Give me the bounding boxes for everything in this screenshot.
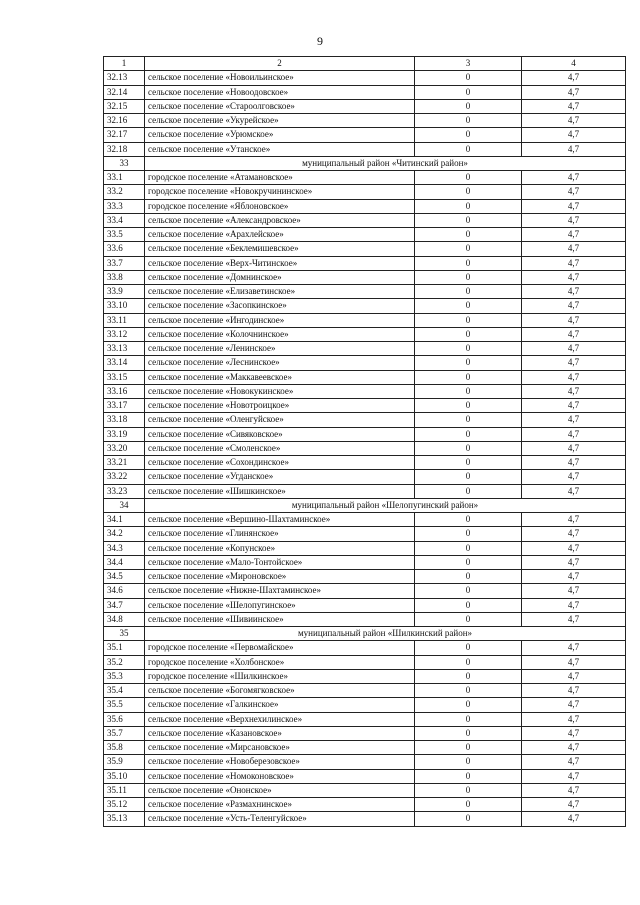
row-number: 33.12 (104, 327, 145, 341)
row-col-4: 4,7 (522, 527, 626, 541)
row-number: 32.17 (104, 128, 145, 142)
table-row (104, 342, 626, 356)
row-col-4: 4,7 (522, 242, 626, 256)
row-col-3: 0 (415, 712, 522, 726)
table-row (104, 299, 626, 313)
table-row (104, 513, 626, 527)
row-col-4: 4,7 (522, 541, 626, 555)
row-name: городское поселение «Атамановское» (145, 171, 415, 185)
row-name: сельское поселение «Шишкинское» (145, 484, 415, 498)
settlements-table (103, 56, 626, 827)
group-title: муниципальный район «Шелопугинский район» (145, 498, 626, 512)
row-number: 34.1 (104, 513, 145, 527)
row-name: сельское поселение «Елизаветинское» (145, 285, 415, 299)
row-number: 32.18 (104, 142, 145, 156)
row-number: 33.4 (104, 213, 145, 227)
table-body (104, 57, 626, 827)
table-row (104, 712, 626, 726)
row-name: сельское поселение «Богомягковское» (145, 684, 415, 698)
row-name: сельское поселение «Маккавеевское» (145, 370, 415, 384)
row-name: сельское поселение «Укурейское» (145, 114, 415, 128)
row-col-4: 4,7 (522, 484, 626, 498)
table-row (104, 555, 626, 569)
table-row (104, 427, 626, 441)
row-col-4: 4,7 (522, 570, 626, 584)
row-col-4: 4,7 (522, 755, 626, 769)
row-col-3: 0 (415, 513, 522, 527)
row-number: 33.23 (104, 484, 145, 498)
table-row (104, 142, 626, 156)
row-col-3: 0 (415, 228, 522, 242)
row-col-3: 0 (415, 798, 522, 812)
table-row (104, 128, 626, 142)
row-col-4: 4,7 (522, 299, 626, 313)
row-col-3: 0 (415, 342, 522, 356)
row-number: 33.17 (104, 399, 145, 413)
row-number: 35.11 (104, 783, 145, 797)
row-name: сельское поселение «Новокукинское» (145, 384, 415, 398)
table-row (104, 384, 626, 398)
row-col-3: 0 (415, 99, 522, 113)
row-col-3: 0 (415, 655, 522, 669)
row-number: 33.14 (104, 356, 145, 370)
row-col-4: 4,7 (522, 342, 626, 356)
row-col-3: 0 (415, 270, 522, 284)
row-name: сельское поселение «Верх-Читинское» (145, 256, 415, 270)
row-name: сельское поселение «Оленгуйское» (145, 413, 415, 427)
table-row (104, 798, 626, 812)
row-col-4: 4,7 (522, 555, 626, 569)
table-row (104, 570, 626, 584)
table-row (104, 598, 626, 612)
row-number: 33.13 (104, 342, 145, 356)
row-name: сельское поселение «Мало-Тонтойское» (145, 555, 415, 569)
row-col-4: 4,7 (522, 655, 626, 669)
table-row (104, 684, 626, 698)
table-row (104, 698, 626, 712)
row-name: сельское поселение «Новоильинское» (145, 71, 415, 85)
table-row (104, 726, 626, 740)
table-row (104, 456, 626, 470)
row-col-3: 0 (415, 669, 522, 683)
row-name: сельское поселение «Глинянское» (145, 527, 415, 541)
row-name: сельское поселение «Верхнехилинское» (145, 712, 415, 726)
row-col-3: 0 (415, 527, 522, 541)
row-col-4: 4,7 (522, 741, 626, 755)
row-number: 35.12 (104, 798, 145, 812)
table-row (104, 285, 626, 299)
row-col-3: 0 (415, 741, 522, 755)
row-name: сельское поселение «Сивяковское» (145, 427, 415, 441)
row-col-3: 0 (415, 285, 522, 299)
row-number: 35.10 (104, 769, 145, 783)
row-name: сельское поселение «Староолговское» (145, 99, 415, 113)
row-col-4: 4,7 (522, 598, 626, 612)
row-col-3: 0 (415, 299, 522, 313)
row-name: сельское поселение «Мироновское» (145, 570, 415, 584)
row-name: сельское поселение «Арахлейское» (145, 228, 415, 242)
row-col-4: 4,7 (522, 213, 626, 227)
table-row (104, 470, 626, 484)
row-number: 33.2 (104, 185, 145, 199)
row-col-3: 0 (415, 370, 522, 384)
group-row (104, 498, 626, 512)
row-name: сельское поселение «Размахнинское» (145, 798, 415, 812)
row-col-3: 0 (415, 128, 522, 142)
row-number: 35.2 (104, 655, 145, 669)
table-row (104, 812, 626, 826)
group-number: 35 (104, 627, 145, 641)
row-col-4: 4,7 (522, 114, 626, 128)
row-number: 32.15 (104, 99, 145, 113)
header-col-1: 1 (104, 57, 145, 71)
row-col-4: 4,7 (522, 384, 626, 398)
row-name: сельское поселение «Новотроицкое» (145, 399, 415, 413)
row-name: сельское поселение «Шивиинское» (145, 612, 415, 626)
row-number: 32.13 (104, 71, 145, 85)
row-number: 34.6 (104, 584, 145, 598)
group-title: муниципальный район «Шилкинский район» (145, 627, 626, 641)
row-name: сельское поселение «Сохондинское» (145, 456, 415, 470)
row-col-4: 4,7 (522, 99, 626, 113)
row-name: городское поселение «Новокручининское» (145, 185, 415, 199)
row-col-3: 0 (415, 612, 522, 626)
row-number: 33.8 (104, 270, 145, 284)
row-number: 33.15 (104, 370, 145, 384)
row-number: 34.3 (104, 541, 145, 555)
table-row (104, 242, 626, 256)
row-col-4: 4,7 (522, 456, 626, 470)
row-col-4: 4,7 (522, 370, 626, 384)
row-col-3: 0 (415, 441, 522, 455)
row-col-3: 0 (415, 570, 522, 584)
row-number: 33.1 (104, 171, 145, 185)
row-col-4: 4,7 (522, 584, 626, 598)
row-col-3: 0 (415, 185, 522, 199)
row-col-3: 0 (415, 142, 522, 156)
row-number: 32.16 (104, 114, 145, 128)
row-number: 35.6 (104, 712, 145, 726)
row-name: сельское поселение «Утанское» (145, 142, 415, 156)
table-row (104, 199, 626, 213)
row-col-4: 4,7 (522, 85, 626, 99)
table-row (104, 441, 626, 455)
row-col-3: 0 (415, 812, 522, 826)
row-name: сельское поселение «Леснинское» (145, 356, 415, 370)
row-col-4: 4,7 (522, 783, 626, 797)
row-name: сельское поселение «Ингодинское» (145, 313, 415, 327)
row-number: 35.4 (104, 684, 145, 698)
row-name: городское поселение «Холбонское» (145, 655, 415, 669)
row-col-4: 4,7 (522, 270, 626, 284)
row-col-3: 0 (415, 85, 522, 99)
row-number: 33.20 (104, 441, 145, 455)
row-col-4: 4,7 (522, 712, 626, 726)
row-number: 35.13 (104, 812, 145, 826)
table-row (104, 783, 626, 797)
table-row (104, 213, 626, 227)
row-col-4: 4,7 (522, 441, 626, 455)
row-number: 33.6 (104, 242, 145, 256)
row-col-4: 4,7 (522, 185, 626, 199)
row-name: сельское поселение «Казановское» (145, 726, 415, 740)
row-col-3: 0 (415, 769, 522, 783)
row-col-3: 0 (415, 356, 522, 370)
row-col-4: 4,7 (522, 199, 626, 213)
table-row (104, 327, 626, 341)
row-col-3: 0 (415, 213, 522, 227)
table-row (104, 769, 626, 783)
table-row (104, 256, 626, 270)
row-number: 33.11 (104, 313, 145, 327)
row-name: сельское поселение «Угданское» (145, 470, 415, 484)
table-row (104, 484, 626, 498)
row-number: 34.2 (104, 527, 145, 541)
row-number: 34.8 (104, 612, 145, 626)
header-col-3: 3 (415, 57, 522, 71)
row-name: сельское поселение «Усть-Теленгуйское» (145, 812, 415, 826)
row-number: 33.3 (104, 199, 145, 213)
header-col-4: 4 (522, 57, 626, 71)
row-col-4: 4,7 (522, 413, 626, 427)
table-row (104, 270, 626, 284)
row-col-4: 4,7 (522, 71, 626, 85)
group-number: 34 (104, 498, 145, 512)
row-number: 35.7 (104, 726, 145, 740)
row-col-3: 0 (415, 114, 522, 128)
row-col-4: 4,7 (522, 698, 626, 712)
row-name: сельское поселение «Вершино-Шахтаминское» (145, 513, 415, 527)
row-col-4: 4,7 (522, 612, 626, 626)
row-col-3: 0 (415, 541, 522, 555)
row-number: 35.9 (104, 755, 145, 769)
row-number: 33.10 (104, 299, 145, 313)
row-col-3: 0 (415, 199, 522, 213)
row-number: 32.14 (104, 85, 145, 99)
row-col-4: 4,7 (522, 470, 626, 484)
group-title: муниципальный район «Читинский район» (145, 156, 626, 170)
table-header-row (104, 57, 626, 71)
row-number: 33.7 (104, 256, 145, 270)
row-col-4: 4,7 (522, 142, 626, 156)
table-row (104, 669, 626, 683)
row-col-4: 4,7 (522, 399, 626, 413)
row-col-4: 4,7 (522, 228, 626, 242)
table-row (104, 370, 626, 384)
row-col-4: 4,7 (522, 256, 626, 270)
row-number: 35.1 (104, 641, 145, 655)
row-number: 34.7 (104, 598, 145, 612)
row-col-4: 4,7 (522, 327, 626, 341)
row-number: 34.5 (104, 570, 145, 584)
row-name: городское поселение «Первомайское» (145, 641, 415, 655)
row-name: сельское поселение «Галкинское» (145, 698, 415, 712)
row-col-3: 0 (415, 399, 522, 413)
row-number: 33.5 (104, 228, 145, 242)
row-col-4: 4,7 (522, 313, 626, 327)
row-number: 33.21 (104, 456, 145, 470)
table-row (104, 356, 626, 370)
row-name: сельское поселение «Шелопугинское» (145, 598, 415, 612)
row-col-3: 0 (415, 427, 522, 441)
header-col-2: 2 (145, 57, 415, 71)
row-col-4: 4,7 (522, 171, 626, 185)
row-name: сельское поселение «Беклемишевское» (145, 242, 415, 256)
row-col-4: 4,7 (522, 769, 626, 783)
row-col-4: 4,7 (522, 798, 626, 812)
page-number: 9 (317, 34, 323, 48)
row-col-3: 0 (415, 384, 522, 398)
row-col-3: 0 (415, 555, 522, 569)
table-row (104, 99, 626, 113)
row-col-4: 4,7 (522, 812, 626, 826)
row-name: сельское поселение «Ононское» (145, 783, 415, 797)
row-col-3: 0 (415, 641, 522, 655)
table-row (104, 641, 626, 655)
row-col-4: 4,7 (522, 356, 626, 370)
row-name: сельское поселение «Засопкинское» (145, 299, 415, 313)
row-col-3: 0 (415, 755, 522, 769)
row-col-3: 0 (415, 584, 522, 598)
row-name: сельское поселение «Мирсановское» (145, 741, 415, 755)
table-row (104, 527, 626, 541)
row-col-3: 0 (415, 256, 522, 270)
row-name: сельское поселение «Смоленское» (145, 441, 415, 455)
table-row (104, 228, 626, 242)
row-number: 33.16 (104, 384, 145, 398)
table-row (104, 114, 626, 128)
table-row (104, 584, 626, 598)
table-row (104, 655, 626, 669)
row-name: сельское поселение «Номоконовское» (145, 769, 415, 783)
table-row (104, 399, 626, 413)
row-name: городское поселение «Шилкинское» (145, 669, 415, 683)
table-row (104, 741, 626, 755)
row-number: 34.4 (104, 555, 145, 569)
table-row (104, 313, 626, 327)
row-col-3: 0 (415, 726, 522, 740)
row-col-3: 0 (415, 413, 522, 427)
table-row (104, 413, 626, 427)
row-name: сельское поселение «Нижне-Шахтаминское» (145, 584, 415, 598)
row-col-4: 4,7 (522, 684, 626, 698)
row-name: сельское поселение «Копунское» (145, 541, 415, 555)
row-number: 35.8 (104, 741, 145, 755)
row-col-3: 0 (415, 598, 522, 612)
table-row (104, 612, 626, 626)
group-number: 33 (104, 156, 145, 170)
table-row (104, 71, 626, 85)
row-col-4: 4,7 (522, 513, 626, 527)
row-number: 35.3 (104, 669, 145, 683)
row-number: 33.9 (104, 285, 145, 299)
row-name: сельское поселение «Новоодовское» (145, 85, 415, 99)
row-name: сельское поселение «Ленинское» (145, 342, 415, 356)
row-col-3: 0 (415, 456, 522, 470)
row-name: сельское поселение «Новоберезовское» (145, 755, 415, 769)
row-number: 33.22 (104, 470, 145, 484)
row-col-4: 4,7 (522, 669, 626, 683)
table-row (104, 755, 626, 769)
row-col-3: 0 (415, 783, 522, 797)
table-row (104, 85, 626, 99)
row-col-3: 0 (415, 171, 522, 185)
row-number: 35.5 (104, 698, 145, 712)
group-row (104, 627, 626, 641)
row-col-4: 4,7 (522, 427, 626, 441)
row-name: сельское поселение «Колочнинское» (145, 327, 415, 341)
row-col-3: 0 (415, 313, 522, 327)
row-name: городское поселение «Яблоновское» (145, 199, 415, 213)
row-col-3: 0 (415, 327, 522, 341)
row-name: сельское поселение «Домнинское» (145, 270, 415, 284)
row-col-4: 4,7 (522, 285, 626, 299)
table-row (104, 541, 626, 555)
row-name: сельское поселение «Урюмское» (145, 128, 415, 142)
row-col-3: 0 (415, 484, 522, 498)
table-row (104, 171, 626, 185)
row-number: 33.19 (104, 427, 145, 441)
row-col-3: 0 (415, 71, 522, 85)
row-col-3: 0 (415, 684, 522, 698)
row-col-3: 0 (415, 698, 522, 712)
row-col-3: 0 (415, 242, 522, 256)
row-col-4: 4,7 (522, 641, 626, 655)
group-row (104, 156, 626, 170)
row-col-4: 4,7 (522, 726, 626, 740)
table-row (104, 185, 626, 199)
row-name: сельское поселение «Александровское» (145, 213, 415, 227)
row-col-4: 4,7 (522, 128, 626, 142)
row-number: 33.18 (104, 413, 145, 427)
row-col-3: 0 (415, 470, 522, 484)
